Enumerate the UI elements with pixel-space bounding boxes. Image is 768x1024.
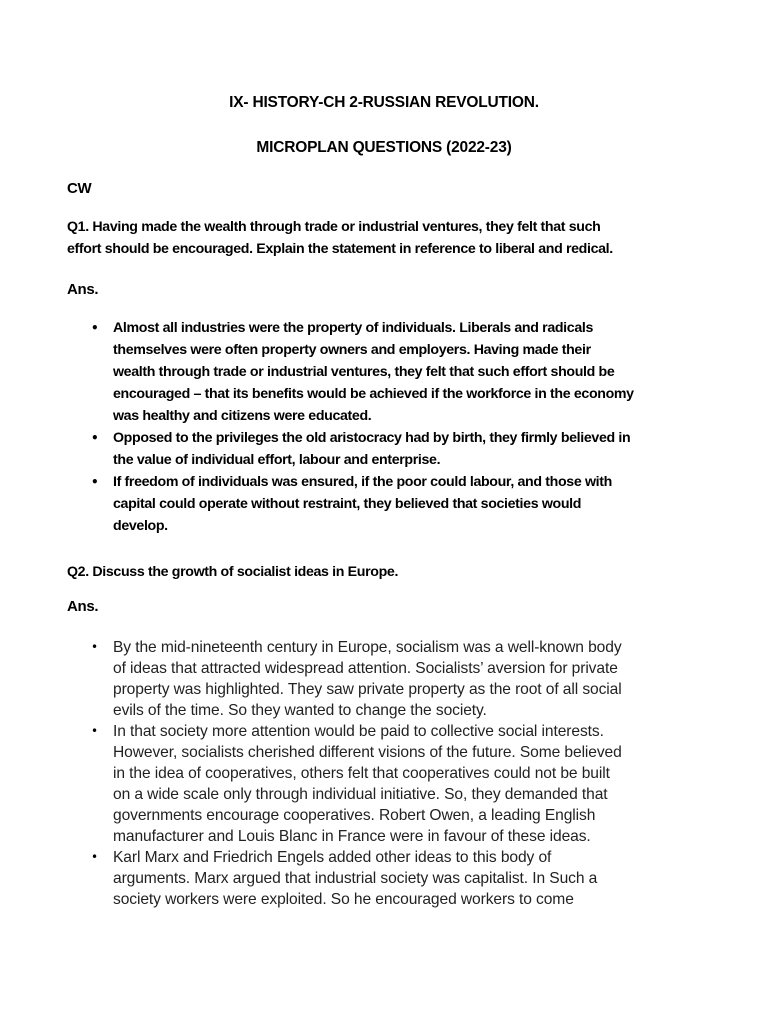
answer-line: wealth through trade or industrial ventures, they felt that such effort should be: [113, 364, 615, 380]
answer-line: capital could operate without restraint, they believed that societies would: [113, 496, 582, 512]
question-2: [67, 561, 707, 583]
answer-line: Opposed to the privileges the old aristocracy had by birth, they firmly believed in: [113, 430, 631, 446]
answer-1-label: Ans.: [67, 281, 99, 298]
answer-line: on a wide scale only through individual initiative. So, they demanded that: [113, 786, 608, 803]
answer-line: Almost all industries were the property of individuals. Liberals and radicals: [113, 320, 593, 336]
document-title: IX- HISTORY-CH 2-RUSSIAN REVOLUTION.: [229, 94, 539, 111]
bullet-icon: •: [91, 321, 99, 335]
answer-2-label: Ans.: [67, 598, 99, 615]
answer-line: the value of individual effort, labour and enterprise.: [113, 452, 441, 468]
answer-1-item: [0, 317, 634, 427]
section-label: CW: [67, 180, 92, 197]
answer-2-item: [0, 721, 622, 847]
answer-line: evils of the time. So they wanted to change the society.: [113, 702, 487, 719]
question-1-line: Q1. Having made the wealth through trade or industrial ventures, they felt that such: [67, 219, 601, 235]
document-subtitle: MICROPLAN QUESTIONS (2022-23): [256, 139, 512, 156]
answer-line: If freedom of individuals was ensured, if the poor could labour, and those with: [113, 474, 612, 490]
answer-2-item: [0, 637, 622, 721]
answer-1-list: [0, 317, 634, 537]
answer-line: In that society more attention would be paid to collective social interests.: [113, 723, 604, 740]
question-1-line: effort should be encouraged. Explain the statement in reference to liberal and redical.: [67, 241, 613, 257]
answer-2-list: [0, 637, 622, 910]
question-2-line: Q2. Discuss the growth of socialist ideas in Europe.: [67, 564, 399, 580]
bullet-icon: •: [91, 475, 99, 489]
answer-1-item: [0, 427, 634, 471]
question-1: [67, 216, 707, 260]
answer-1-item: [0, 471, 634, 537]
answer-line: was healthy and citizens were educated.: [113, 408, 372, 424]
answer-line: By the mid-nineteenth century in Europe, socialism was a well-known body: [113, 639, 622, 656]
answer-line: However, socialists cherished different visions of the future. Some believed: [113, 744, 622, 761]
answer-line: property was highlighted. They saw private property as the root of all social: [113, 681, 622, 698]
answer-line: manufacturer and Louis Blanc in France were in favour of these ideas.: [113, 828, 591, 845]
answer-line: encouraged – that its benefits would be achieved if the workforce in the economy: [113, 386, 634, 402]
answer-line: in the idea of cooperatives, others felt that cooperatives could not be built: [113, 765, 610, 782]
answer-2-item: [0, 847, 622, 910]
answer-line: Karl Marx and Friedrich Engels added other ideas to this body of: [113, 849, 552, 866]
bullet-icon: •: [91, 431, 99, 445]
bullet-icon: •: [91, 850, 98, 864]
bullet-icon: •: [91, 724, 98, 738]
answer-line: arguments. Marx argued that industrial society was capitalist. In Such a: [113, 870, 598, 887]
answer-line: develop.: [113, 518, 168, 534]
answer-line: of ideas that attracted widespread attention. Socialists’ aversion for private: [113, 660, 618, 677]
bullet-icon: •: [91, 640, 98, 654]
answer-line: governments encourage cooperatives. Robert Owen, a leading English: [113, 807, 596, 824]
answer-line: society workers were exploited. So he encouraged workers to come: [113, 891, 574, 908]
answer-line: themselves were often property owners and employers. Having made their: [113, 342, 591, 358]
